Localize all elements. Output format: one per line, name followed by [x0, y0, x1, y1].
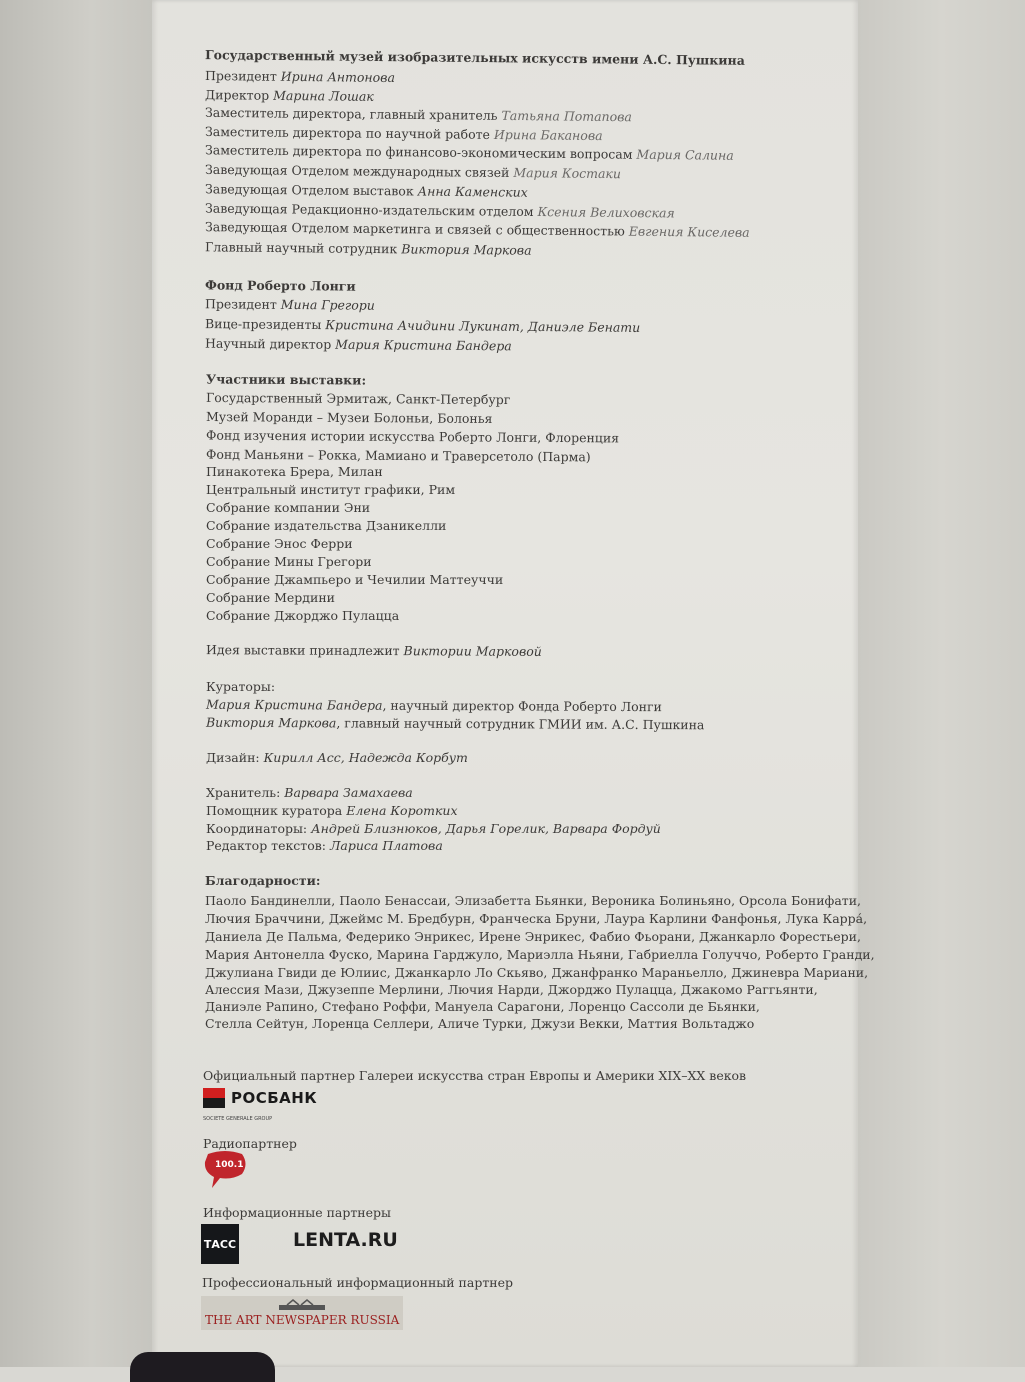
rosbank-name: РОСБАНК	[231, 1089, 318, 1107]
fund-title: Фонд Роберто Лонги	[204, 277, 356, 294]
newspaper-crest-icon	[277, 1299, 327, 1312]
participant-item: Собрание Мердини	[206, 590, 335, 605]
participant-item: Собрание Энос Ферри	[206, 536, 353, 551]
rosbank-logo	[203, 1088, 317, 1108]
participant-item: Музей Моранди – Музеи Болоньи, Болонья	[205, 409, 493, 426]
staff-coordinators: Координаторы: Андрей Близнюков, Дарья Горелик, Варвара Фордуй	[206, 821, 661, 836]
thanks-line: Даниела Де Пальма, Федерико Энрикес, Ирене Энрикес, Фабио Фьорани, Джанкарло Форестьери,	[205, 929, 861, 944]
thanks-line: Мария Антонелла Фуско, Марина Гарджуло, Мариэлла Ньяни, Габриелла Голуччо, Роберто Гранди,	[205, 947, 875, 962]
participant-item: Собрание Джорджо Пулацца	[206, 608, 400, 623]
floor-object	[130, 1352, 275, 1382]
staff-keeper: Хранитель: Варвара Замахаева	[206, 785, 413, 800]
thanks-line: Паоло Бандинелли, Паоло Бенассаи, Элизабетта Бьянки, Вероника Болиньяно, Орсола Бонифати,	[205, 893, 861, 908]
museum-intl-relations: Заведующая Отделом международных связей Мария Костаки	[204, 161, 622, 182]
exhibition-idea: Идея выставки принадлежит Виктории Марковой	[205, 642, 542, 659]
participant-item: Центральный институт графики, Рим	[206, 482, 456, 497]
radio-partner-label: Радиопартнер	[203, 1136, 297, 1151]
staff-assistant: Помощник куратора Елена Коротких	[206, 803, 458, 818]
fund-scientific-director: Научный директор Мария Кристина Бандера	[204, 335, 512, 354]
museum-title: Государственный музей изобразительных искусств имени А.С. Пушкина	[204, 47, 745, 68]
museum-deputy-science: Заместитель директора по научной работе Ирина Баканова	[204, 123, 603, 144]
info-partners-label: Информационные партнеры	[203, 1205, 391, 1220]
tass-logo-text: ТАСС	[203, 1237, 237, 1251]
rosbank-mark-icon	[203, 1088, 225, 1108]
museum-deputy-finance: Заместитель директора по финансово-экономическим вопросам Мария Салина	[204, 142, 734, 163]
museum-marketing-dept: Заведующая Отделом маркетинга и связей с общественностью Евгения Киселева	[204, 219, 750, 240]
museum-chief-curator: Заместитель директора, главный хранитель Татьяна Потапова	[204, 104, 632, 125]
rosbank-subtitle: SOCIETE GENERALE GROUP	[203, 1116, 273, 1122]
museum-president: Президент Ирина Антонова	[204, 68, 396, 85]
participants-title: Участники выставки:	[205, 371, 367, 388]
staff-editor: Редактор текстов: Лариса Платова	[206, 838, 443, 853]
tass-logo	[201, 1224, 239, 1264]
thanks-line: Даниэле Рапино, Стефано Роффи, Мануела Сарагони, Лоренцо Сассоли де Бьянки,	[205, 999, 760, 1014]
participant-item: Собрание издательства Дзаникелли	[206, 518, 447, 533]
fund-president: Президент Мина Грегори	[204, 296, 375, 313]
participant-item: Собрание Мины Грегори	[206, 554, 372, 569]
museum-exhibitions-dept: Заведующая Отделом выставок Анна Каменских	[204, 181, 528, 200]
participant-item: Фонд изучения истории искусства Роберто Лонги, Флоренция	[205, 427, 620, 446]
official-partner-label: Официальный партнер Галереи искусства стран Европы и Америки XIX–XX веков	[203, 1068, 747, 1083]
lenta-logo: LENTA.RU	[293, 1229, 398, 1251]
participant-item: Пинакотека Брера, Милан	[206, 464, 383, 479]
participant-item: Собрание компании Эни	[206, 500, 371, 515]
radio-logo-text: 100.1	[215, 1160, 244, 1170]
curator-item: Виктория Маркова, главный научный сотрудник ГМИИ им. А.С. Пушкина	[205, 714, 705, 733]
design-credit: Дизайн: Кирилл Асс, Надежда Корбут	[206, 750, 468, 765]
art-newspaper-logo	[201, 1296, 403, 1330]
participant-item: Государственный Эрмитаж, Санкт-Петербург	[205, 389, 511, 408]
fund-vice-presidents: Вице-президенты Кристина Ачидини Лукинат, Даниэле Бенати	[204, 316, 641, 335]
wall-right	[858, 0, 1025, 1367]
participant-item: Фонд Маньяни – Рокка, Мамиано и Траверсетоло (Парма)	[205, 446, 591, 465]
museum-director: Директор Марина Лошак	[204, 87, 374, 104]
thanks-line: Алессия Мази, Джузеппе Мерлини, Лючия Нарди, Джорджо Пулацца, Джакомо Раггьянти,	[205, 982, 818, 997]
prof-partner-label: Профессиональный информационный партнер	[202, 1275, 513, 1290]
thanks-line: Джулиана Гвиди де Юлиис, Джанкарло Ло Скьяво, Джанфранко Мараньелло, Джиневра Мариани,	[205, 965, 869, 980]
thanks-line: Стелла Сейтун, Лоренца Селлери, Аличе Турки, Джузи Векки, Маттия Вольтаджо	[205, 1016, 755, 1031]
radio-logo-icon	[202, 1150, 248, 1190]
museum-editorial-dept: Заведующая Редакционно-издательским отделом Ксения Велиховская	[204, 200, 675, 221]
curators-title: Кураторы:	[206, 679, 276, 694]
wall-left	[0, 0, 152, 1367]
art-newspaper-title: THE ART NEWSPAPER RUSSIA	[205, 1313, 400, 1327]
thanks-line: Лючия Браччини, Джеймс М. Бредбурн, Франческа Бруни, Лаура Карлини Фанфонья, Лука Карра́,	[205, 911, 868, 926]
curator-item: Мария Кристина Бандера, научный директор Фонда Роберто Лонги	[205, 696, 662, 715]
museum-chief-researcher: Главный научный сотрудник Виктория Маркова	[204, 239, 532, 258]
participant-item: Собрание Джампьеро и Чечилии Маттеуччи	[206, 572, 504, 587]
thanks-title: Благодарности:	[205, 873, 321, 888]
